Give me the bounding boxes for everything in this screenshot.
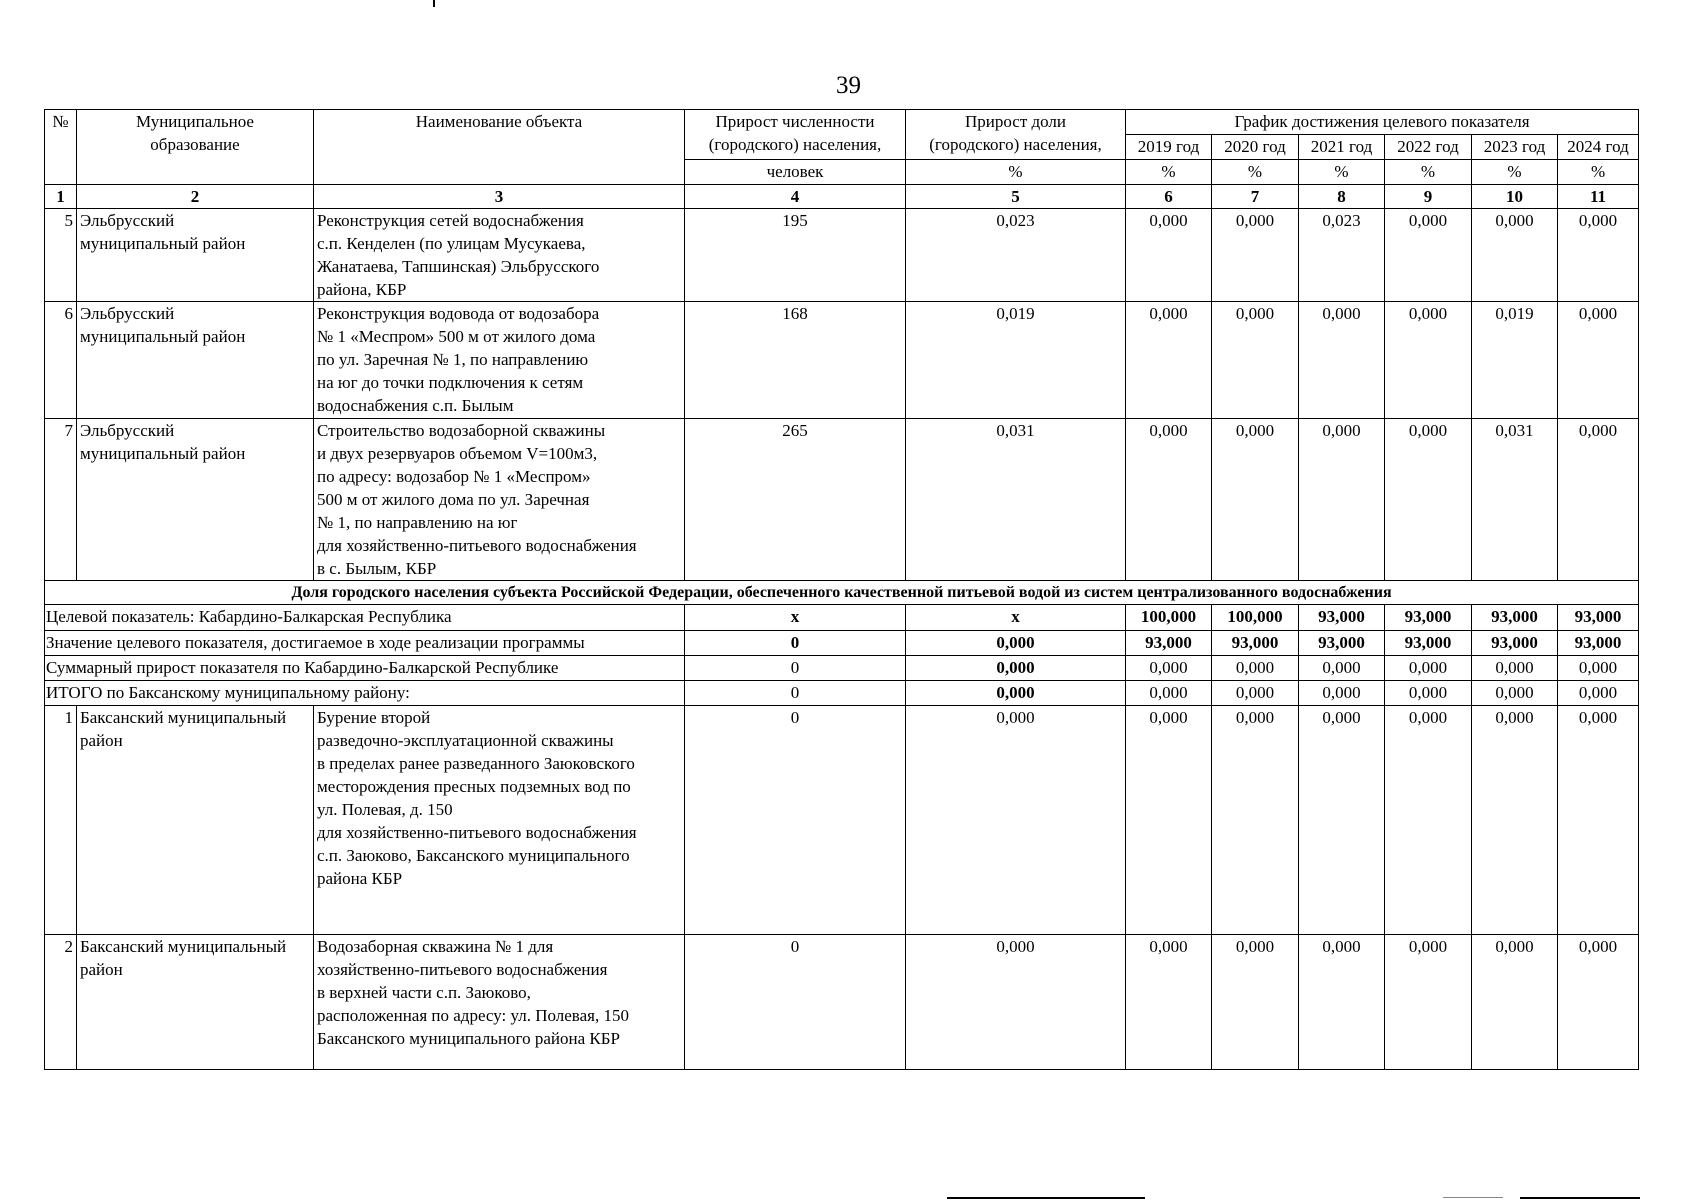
page-number: 39 xyxy=(836,72,861,99)
row-share: 0,000 xyxy=(906,706,1126,935)
header-growth-share-unit: % xyxy=(906,160,1126,185)
summary-year-value: 100,000 xyxy=(1212,605,1299,631)
summary-year-value: 93,000 xyxy=(1299,631,1385,656)
section-title-row xyxy=(45,581,1639,605)
row-growth: 0 xyxy=(685,706,906,935)
row-municipality: Эльбрусский муниципальный район xyxy=(77,209,314,302)
row-share: 0,023 xyxy=(906,209,1126,302)
summary-label: ИТОГО по Баксанскому муниципальному району: xyxy=(45,681,685,706)
row-share: 0,000 xyxy=(906,935,1126,1070)
summary-label: Значение целевого показателя, достигаемое в ходе реализации программы xyxy=(45,631,685,656)
column-number: 8 xyxy=(1299,185,1385,209)
row-num: 7 xyxy=(45,419,77,581)
header-growth-count-unit: человек xyxy=(685,160,906,185)
summary-label: Целевой показатель: Кабардино-Балкарская Республика xyxy=(45,605,685,631)
summary-year-value: 93,000 xyxy=(1558,631,1639,656)
row-year-value: 0,000 xyxy=(1385,935,1472,1070)
row-year-value: 0,000 xyxy=(1212,706,1299,935)
row-municipality: Баксанский муниципальный район xyxy=(77,706,314,935)
row-year-value: 0,000 xyxy=(1299,419,1385,581)
summary-growth: 0 xyxy=(685,631,906,656)
column-number: 6 xyxy=(1126,185,1212,209)
header-growth-count: Прирост численности (городского) населения, xyxy=(685,110,906,160)
header-year-2020: 2020 год xyxy=(1212,135,1299,160)
row-growth: 168 xyxy=(685,302,906,419)
table-row xyxy=(45,706,1639,935)
row-growth: 0 xyxy=(685,935,906,1070)
row-year-value: 0,000 xyxy=(1212,209,1299,302)
header-num: № xyxy=(45,110,77,185)
summary-year-value: 0,000 xyxy=(1385,681,1472,706)
table-row xyxy=(45,419,1639,581)
header-growth-share: Прирост доли (городского) населения, xyxy=(906,110,1126,160)
row-num: 2 xyxy=(45,935,77,1070)
row-year-value: 0,000 xyxy=(1126,209,1212,302)
scan-artifact xyxy=(1443,1197,1503,1198)
row-year-value: 0,000 xyxy=(1126,935,1212,1070)
header-year-2024: 2024 год xyxy=(1558,135,1639,160)
row-year-value: 0,000 xyxy=(1299,935,1385,1070)
summary-growth: 0 xyxy=(685,681,906,706)
row-year-value: 0,000 xyxy=(1385,209,1472,302)
row-object: Строительство водозаборной скважины и двух резервуаров объемом V=100м3, по адресу: водозабор № 1 «Меспром» 500 м от жилого дома по ул. Заречная № 1, по направлению на юг для хозяйственно-питьевого водоснабжения в с. Былым, КБР xyxy=(314,419,685,581)
summary-year-value: 0,000 xyxy=(1126,656,1212,681)
summary-share: x xyxy=(906,605,1126,631)
section-title: Доля городского населения субъекта Российской Федерации, обеспеченного качественной питьевой водой из систем централизованного водоснабжения xyxy=(45,581,1639,605)
column-number: 9 xyxy=(1385,185,1472,209)
row-year-value: 0,000 xyxy=(1558,209,1639,302)
row-year-value: 0,000 xyxy=(1126,706,1212,935)
scan-mark xyxy=(433,0,435,7)
target-indicator-table xyxy=(44,109,1639,1070)
summary-year-value: 93,000 xyxy=(1212,631,1299,656)
row-year-value: 0,000 xyxy=(1212,935,1299,1070)
summary-year-value: 93,000 xyxy=(1472,605,1558,631)
row-municipality: Баксанский муниципальный район xyxy=(77,935,314,1070)
column-number: 11 xyxy=(1558,185,1639,209)
header-year-unit: % xyxy=(1126,160,1212,185)
row-year-value: 0,000 xyxy=(1558,302,1639,419)
row-year-value: 0,000 xyxy=(1212,419,1299,581)
summary-year-value: 0,000 xyxy=(1299,681,1385,706)
row-year-value: 0,023 xyxy=(1299,209,1385,302)
row-year-value: 0,000 xyxy=(1126,302,1212,419)
row-year-value: 0,000 xyxy=(1299,302,1385,419)
summary-year-value: 0,000 xyxy=(1126,681,1212,706)
header-schedule: График достижения целевого показателя xyxy=(1126,110,1639,135)
row-year-value: 0,000 xyxy=(1558,935,1639,1070)
row-municipality: Эльбрусский муниципальный район xyxy=(77,419,314,581)
row-object: Реконструкция сетей водоснабжения с.п. Кенделен (по улицам Мусукаева, Жанатаева, Тапшинская) Эльбрусского района, КБР xyxy=(314,209,685,302)
column-number-row xyxy=(45,185,1639,209)
header-year-unit: % xyxy=(1385,160,1472,185)
row-year-value: 0,000 xyxy=(1385,302,1472,419)
table-row xyxy=(45,935,1639,1070)
header-municipality: Муниципальное образование xyxy=(77,110,314,185)
row-object: Реконструкция водовода от водозабора № 1 «Меспром» 500 м от жилого дома по ул. Заречная № 1, по направлению на юг до точки подключения к сетям водоснабжения с.п. Былым xyxy=(314,302,685,419)
row-year-value: 0,031 xyxy=(1472,419,1558,581)
summary-year-value: 0,000 xyxy=(1385,656,1472,681)
column-number: 7 xyxy=(1212,185,1299,209)
summary-year-value: 0,000 xyxy=(1472,656,1558,681)
summary-year-value: 100,000 xyxy=(1126,605,1212,631)
column-number: 4 xyxy=(685,185,906,209)
header-year-2021: 2021 год xyxy=(1299,135,1385,160)
summary-share: 0,000 xyxy=(906,681,1126,706)
header-year-unit: % xyxy=(1558,160,1639,185)
summary-year-value: 93,000 xyxy=(1299,605,1385,631)
header-year-2023: 2023 год xyxy=(1472,135,1558,160)
summary-row xyxy=(45,681,1639,706)
column-number: 1 xyxy=(45,185,77,209)
summary-growth: 0 xyxy=(685,656,906,681)
row-year-value: 0,000 xyxy=(1558,706,1639,935)
summary-row xyxy=(45,631,1639,656)
summary-year-value: 93,000 xyxy=(1385,631,1472,656)
summary-share: 0,000 xyxy=(906,631,1126,656)
summary-year-value: 93,000 xyxy=(1558,605,1639,631)
row-year-value: 0,000 xyxy=(1558,419,1639,581)
row-growth: 265 xyxy=(685,419,906,581)
summary-year-value: 93,000 xyxy=(1126,631,1212,656)
row-year-value: 0,000 xyxy=(1385,419,1472,581)
summary-share: 0,000 xyxy=(906,656,1126,681)
header-year-2022: 2022 год xyxy=(1385,135,1472,160)
row-year-value: 0,000 xyxy=(1472,209,1558,302)
header-object: Наименование объекта xyxy=(314,110,685,185)
summary-year-value: 93,000 xyxy=(1472,631,1558,656)
row-num: 1 xyxy=(45,706,77,935)
row-object: Водозаборная скважина № 1 для хозяйственно-питьевого водоснабжения в верхней части с.п. Заюково, расположенная по адресу: ул. Полевая, 150 Баксанского муниципального района КБР xyxy=(314,935,685,1070)
summary-label: Суммарный прирост показателя по Кабардино-Балкарской Республике xyxy=(45,656,685,681)
summary-year-value: 0,000 xyxy=(1212,656,1299,681)
row-municipality: Эльбрусский муниципальный район xyxy=(77,302,314,419)
row-year-value: 0,000 xyxy=(1299,706,1385,935)
column-number: 3 xyxy=(314,185,685,209)
row-year-value: 0,000 xyxy=(1472,935,1558,1070)
column-number: 2 xyxy=(77,185,314,209)
row-growth: 195 xyxy=(685,209,906,302)
row-year-value: 0,019 xyxy=(1472,302,1558,419)
summary-year-value: 0,000 xyxy=(1472,681,1558,706)
column-number: 5 xyxy=(906,185,1126,209)
table-row xyxy=(45,302,1639,419)
row-year-value: 0,000 xyxy=(1212,302,1299,419)
summary-year-value: 0,000 xyxy=(1212,681,1299,706)
summary-year-value: 0,000 xyxy=(1299,656,1385,681)
header-year-unit: % xyxy=(1472,160,1558,185)
column-number: 10 xyxy=(1472,185,1558,209)
header-year-unit: % xyxy=(1212,160,1299,185)
summary-year-value: 0,000 xyxy=(1558,656,1639,681)
table-row xyxy=(45,209,1639,302)
row-year-value: 0,000 xyxy=(1472,706,1558,935)
signature-line xyxy=(947,1197,1145,1199)
row-share: 0,031 xyxy=(906,419,1126,581)
header-row-1 xyxy=(45,110,1639,135)
summary-growth: x xyxy=(685,605,906,631)
header-year-2019: 2019 год xyxy=(1126,135,1212,160)
summary-row xyxy=(45,605,1639,631)
summary-year-value: 93,000 xyxy=(1385,605,1472,631)
row-year-value: 0,000 xyxy=(1126,419,1212,581)
summary-row xyxy=(45,656,1639,681)
summary-year-value: 0,000 xyxy=(1558,681,1639,706)
signature-line xyxy=(1520,1197,1640,1199)
row-share: 0,019 xyxy=(906,302,1126,419)
row-object: Бурение второй разведочно-эксплуатационной скважины в пределах ранее разведанного Заюковского месторождения пресных подземных вод по ул. Полевая, д. 150 для хозяйственно-питьевого водоснабжения с.п. Заюково, Баксанского муниципального района КБР xyxy=(314,706,685,935)
header-year-unit: % xyxy=(1299,160,1385,185)
row-num: 6 xyxy=(45,302,77,419)
row-num: 5 xyxy=(45,209,77,302)
row-year-value: 0,000 xyxy=(1385,706,1472,935)
